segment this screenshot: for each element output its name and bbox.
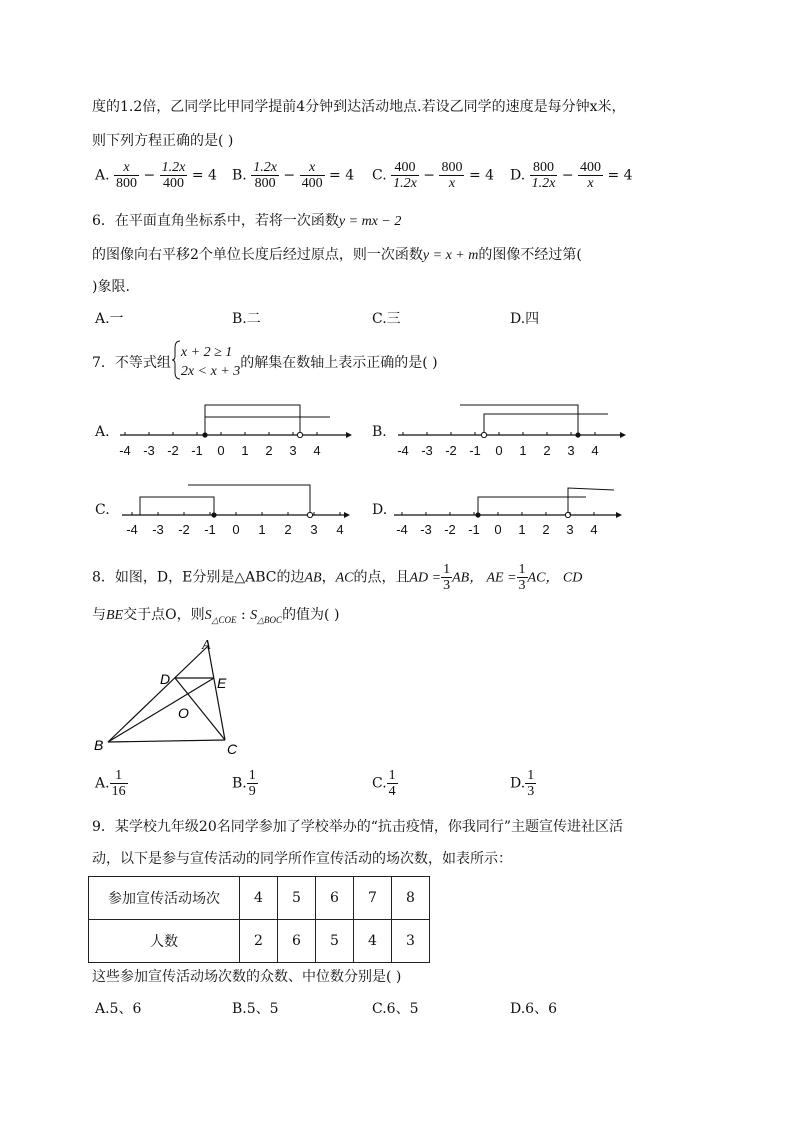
side-bc <box>108 740 225 742</box>
table-cell: 3 <box>392 920 430 963</box>
q5-option-d[interactable]: D. $\frac{800}{1.2x}$ − $\frac{400}{x}$ = 4 <box>510 160 633 191</box>
tick-label: 1 <box>518 522 526 537</box>
tick-label: 2 <box>543 443 551 458</box>
label-o: O <box>178 705 189 721</box>
q6-option-a[interactable]: A.一 <box>95 311 124 327</box>
label-e: E <box>217 675 227 691</box>
q8-option-b[interactable]: B. $\frac{1}{9}$ <box>232 768 256 799</box>
side-ab <box>108 646 208 742</box>
q9-option-d[interactable]: D.6、6 <box>510 1001 557 1017</box>
tick-label: -2 <box>178 522 190 537</box>
segment-be <box>108 678 214 742</box>
tick-label: 2 <box>284 522 292 537</box>
tick-label: 3 <box>289 443 297 458</box>
tick-label: -4 <box>396 522 408 537</box>
label-c: C <box>227 741 238 757</box>
table-cell: 4 <box>354 920 392 963</box>
table-row <box>89 920 430 963</box>
table-cell: 6 <box>278 920 316 963</box>
hollow-point <box>307 512 312 517</box>
q7-option-a-label[interactable]: A. <box>95 424 110 440</box>
tick-label: -1 <box>468 522 480 537</box>
hollow-point <box>297 432 302 437</box>
tick-label: -2 <box>445 443 457 458</box>
q8-line2: 与BE交于点O，则$S_{\triangle COE}$ : $S_{\triangle BOC}$的值为( ) <box>92 607 340 625</box>
label-b: B <box>94 737 104 753</box>
tick-label: 4 <box>336 522 344 537</box>
label-d: D <box>160 671 171 687</box>
q6-line2: 的图像向右平移2个单位长度后经过原点，则一次函数y = x + m的图像不经过第( <box>92 247 582 263</box>
table-cell: 7 <box>354 877 392 920</box>
tick-label: 3 <box>310 522 318 537</box>
tick-label: 0 <box>217 443 225 458</box>
q8-option-d[interactable]: D. $\frac{1}{3}$ <box>510 768 535 799</box>
q9-option-a[interactable]: A.5、6 <box>95 1001 142 1017</box>
tick-label: 1 <box>258 522 266 537</box>
tick-label: 4 <box>591 443 599 458</box>
table-cell: 5 <box>316 920 354 963</box>
q9-line2: 动，以下是参与宣传活动的同学所作宣传活动的场次数，如表所示： <box>92 851 512 867</box>
tick-label: -3 <box>152 522 164 537</box>
tick-label: 1 <box>519 443 527 458</box>
tick-label: 2 <box>542 522 550 537</box>
tick-label: 2 <box>265 443 273 458</box>
row-header-sessions: 参加宣传活动场次 <box>89 877 240 920</box>
q9-line1: 9．某学校九年级20名同学参加了学校举办的“抗击疫情，你我同行”主题宣传进社区活 <box>92 819 624 835</box>
triangle-figure <box>90 632 250 757</box>
tick-label: 1 <box>241 443 249 458</box>
tick-label: 0 <box>495 443 503 458</box>
tick-label: -3 <box>420 522 432 537</box>
tick-label: -1 <box>191 443 203 458</box>
tick-label: -4 <box>397 443 409 458</box>
table-cell: 4 <box>240 877 278 920</box>
q9-option-b[interactable]: B.5、5 <box>232 1001 279 1017</box>
q6-option-c[interactable]: C.三 <box>372 311 401 327</box>
tick-label: 3 <box>567 443 575 458</box>
q8-line1: 8．如图，D，E分别是△ABC的边AB，AC的点，且AD = $\frac{1}{3}$ AB， AE = $\frac{1}{3}$ AC， CD <box>92 562 583 593</box>
q8-option-a[interactable]: A. $\frac{1}{16}$ <box>95 768 126 799</box>
tick-label: 4 <box>590 522 598 537</box>
table-cell: 5 <box>278 877 316 920</box>
tick-labels-c <box>118 522 368 538</box>
q6-line1: 6．在平面直角坐标系中，若将一次函数y = mx − 2 <box>92 213 402 229</box>
side-ac <box>208 646 225 740</box>
tick-label: 0 <box>494 522 502 537</box>
tick-labels-b <box>388 443 638 459</box>
label-a: A <box>202 638 211 653</box>
q6-option-b[interactable]: B.二 <box>232 311 261 327</box>
tick-label: -3 <box>143 443 155 458</box>
q5-line1: 度的1.2倍，乙同学比甲同学提前4分钟到达活动地点.若设乙同学的速度是每分钟x米， <box>92 99 626 115</box>
q7-option-d-label[interactable]: D. <box>372 502 388 518</box>
solid-point <box>202 432 207 437</box>
solid-point <box>211 512 216 517</box>
tick-labels-a <box>110 443 360 459</box>
q7-option-b-label[interactable]: B. <box>372 424 387 440</box>
tick-label: 0 <box>232 522 240 537</box>
table-cell: 8 <box>392 877 430 920</box>
tick-label: 4 <box>313 443 321 458</box>
tick-label: 3 <box>566 522 574 537</box>
stats-table <box>88 876 430 963</box>
tick-label: -1 <box>204 522 216 537</box>
q5-option-a[interactable]: A. $\frac{x}{800}$ − $\frac{1.2x}{400}$ = 4 <box>95 160 217 191</box>
table-cell: 2 <box>240 920 278 963</box>
tick-label: -4 <box>126 522 138 537</box>
q5-option-c[interactable]: C. $\frac{400}{1.2x}$ − $\frac{800}{x}$ = 4 <box>372 160 495 191</box>
hollow-point <box>481 432 486 437</box>
row-header-count: 人数 <box>89 920 240 963</box>
brace-icon <box>171 340 181 384</box>
tick-labels-d <box>388 522 638 538</box>
q8-option-c[interactable]: C. $\frac{1}{4}$ <box>372 768 396 799</box>
q6-line3: )象限. <box>92 279 130 295</box>
solid-point <box>575 432 580 437</box>
q5-line2: 则下列方程正确的是( ) <box>92 133 234 149</box>
table-row <box>89 877 430 920</box>
q7-option-c-label[interactable]: C. <box>95 502 110 518</box>
tick-label: -3 <box>421 443 433 458</box>
q7-stem: 7．不等式组 x + 2 ≥ 1 2x < x + 3 的解集在数轴上表示正确的是( ) <box>92 340 438 384</box>
q6-option-d[interactable]: D.四 <box>510 311 540 327</box>
tick-label: -4 <box>119 443 131 458</box>
tick-label: -2 <box>167 443 179 458</box>
q9-line3: 这些参加宣传活动场次数的众数、中位数分别是( ) <box>92 969 402 985</box>
q5-option-b[interactable]: B. $\frac{1.2x}{800}$ − $\frac{x}{400}$ = 4 <box>232 160 355 191</box>
tick-label: -1 <box>469 443 481 458</box>
table-cell: 6 <box>316 877 354 920</box>
solid-point <box>475 512 480 517</box>
q9-option-c[interactable]: C.6、5 <box>372 1001 419 1017</box>
tick-label: -2 <box>444 522 456 537</box>
